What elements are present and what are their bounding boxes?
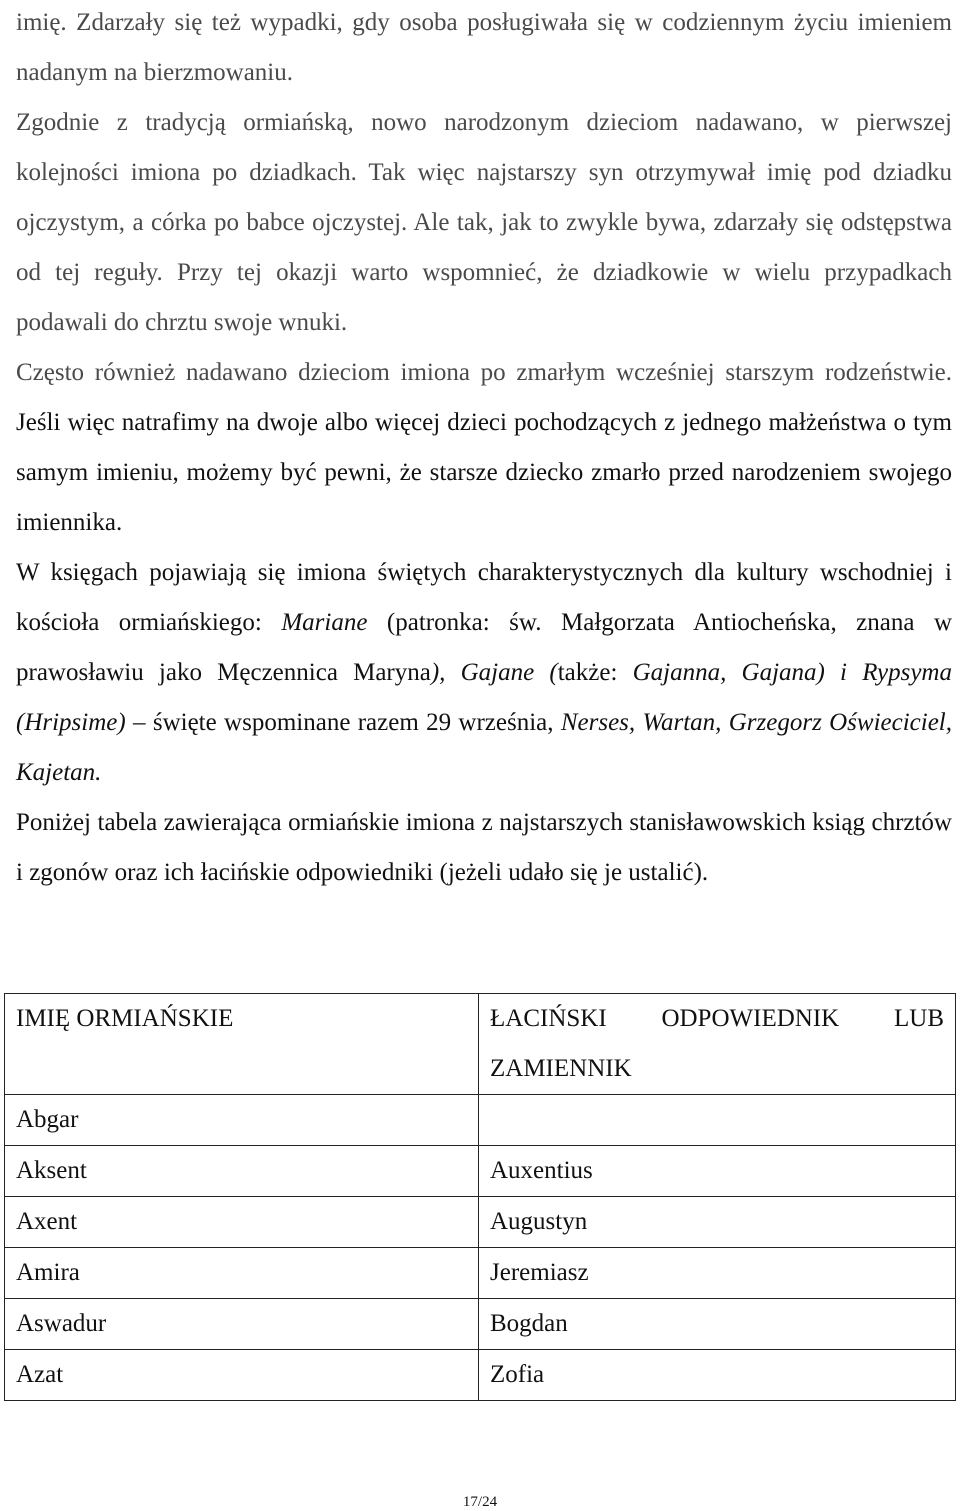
paragraph-1 [16,0,952,98]
paragraph-4-text-g: – święte wspominane razem 29 września, [125,709,561,736]
paragraph-4-text-c: (patronka: św. Małgorzata Antiocheńska, znana w prawosławiu jako Męczennica Maryna [16,609,953,686]
paragraph-2 [16,98,952,348]
paragraph-3-text-a: Często również nadawano dzieciom imiona po zmarłym wcześniej starszym rodzeństwie. [16,359,952,386]
cell-armenian-name: Aksent [5,1146,479,1197]
page-number: 17/24 [462,1494,498,1510]
cell-armenian-name: Abgar [5,1095,479,1146]
cell-latin-name: Jeremiasz [479,1248,956,1299]
paragraph-4-saints-list: Nerses, Wartan, Grzegorz Oświeciciel, Kajetan. [16,709,953,786]
paragraph-2-text-a: Zgodnie z tradycją ormiańską, nowo narodzonym dzieciom nadawano, w pierwszej kolejności imiona po dziadkach. Tak więc najstarszy syn otrzymywał imię pod dziadku ojczystym, a córka po babce ojczystej. [16,109,952,236]
paragraph-1-text: imię. Zdarzały się też wypadki, gdy osoba posługiwała się w codziennym życiu imieniem nadanym na bierzmowaniu. [16,9,952,86]
cell-latin-name [479,1095,956,1146]
paragraph-3 [16,348,952,548]
names-table [4,993,956,1401]
paragraph-3-text-b: Jeśli więc natrafimy na dwoje albo więcej dzieci pochodzących z jednego małżeństwa o tym samym imieniu, możemy być pewni, że starsze dziecko zmarło przed narodzeniem swojego imiennika. [16,409,952,536]
header-latin-line-2: ZAMIENNIK [490,1055,632,1082]
header-armenian-name: IMIĘ ORMIAŃSKIE [5,994,479,1095]
cell-armenian-name: Amira [5,1248,479,1299]
table-row [5,1248,956,1299]
table-row [5,1299,956,1350]
header-latin-equivalent [479,994,956,1095]
cell-armenian-name: Azat [5,1350,479,1401]
paragraph-4-saints-gajanna-rypsyma: Gajanna, Gajana) i Rypsyma (Hripsime) [16,659,952,736]
paragraph-5-text: Poniżej tabela zawierająca ormiańskie imiona z najstarszych stanisławowskich ksiąg chrztów i zgonów oraz ich łacińskie odpowiedniki (jeżeli udało się je ustalić). [16,809,952,886]
table-header-row [5,994,956,1095]
cell-latin-name: Zofia [479,1350,956,1401]
body-text [16,0,952,898]
paragraph-2-text-c: Przy tej okazji warto wspomnieć, że dziadkowie w wielu przypadkach podawali do chrztu swoje wnuki. [16,259,953,336]
cell-armenian-name: Aswadur [5,1299,479,1350]
cell-latin-name: Augustyn [479,1197,956,1248]
cell-latin-name: Bogdan [479,1299,956,1350]
table-row [5,1197,956,1248]
table-row [5,1095,956,1146]
cell-latin-name: Auxentius [479,1146,956,1197]
header-latin-line-1: ŁACIŃSKI ODPOWIEDNIK LUB [490,1005,944,1032]
paragraph-2-text-b: Ale tak, jak to zwykle bywa, zdarzały się odstępstwa od tej reguły. [16,209,952,286]
paragraph-4-text-a: W księgach pojawiają się imiona świętych charakterystycznych dla kultury wschodniej i kościoła ormiańskiego: [16,559,952,636]
table-row [5,1146,956,1197]
table-row [5,1350,956,1401]
paragraph-4-saint-gajane: ), Gajane ( [430,659,558,686]
paragraph-4-text-e: także: [557,659,633,686]
cell-armenian-name: Axent [5,1197,479,1248]
paragraph-4 [16,548,952,798]
paragraph-5 [16,798,952,898]
paragraph-4-saint-mariane: Mariane [281,609,368,636]
